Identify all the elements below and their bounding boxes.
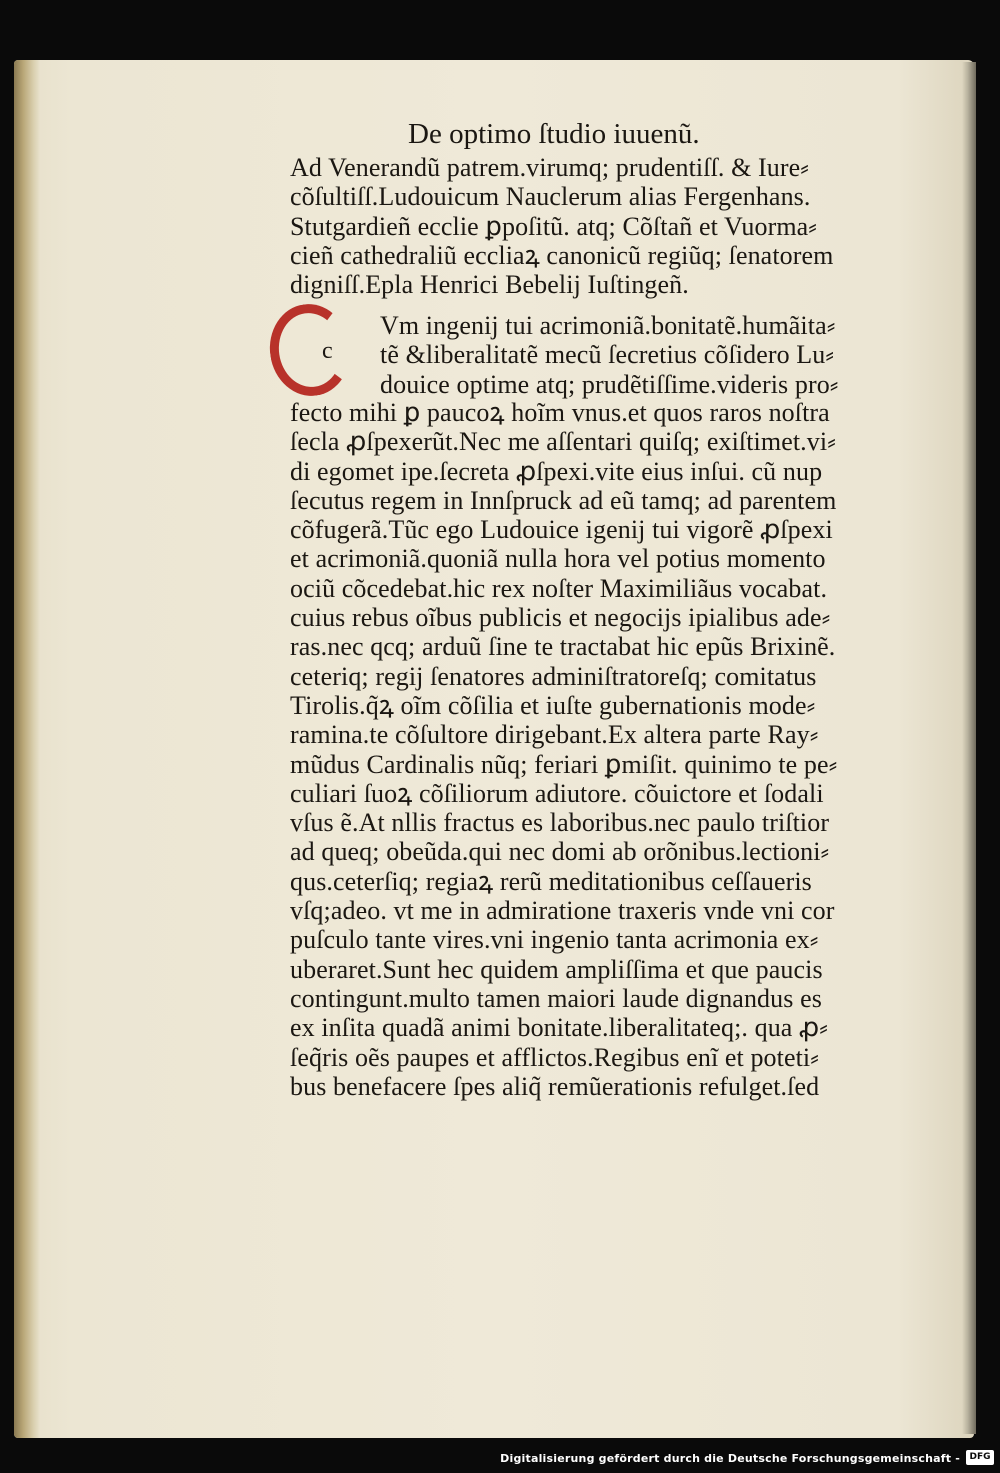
- page-right-edge: [962, 62, 976, 1434]
- text-line: culiari ſuoꝝ cõſiliorum adiutore. cõuictore et ſodali: [290, 778, 824, 808]
- text-line: Tirolis.q̃ꝝ oĩm cõſilia et iuſte gubernationis mode⸗: [290, 690, 816, 720]
- heading-line: Stutgardieñ ecclie ꝑpoſitũ. atq; Cõſtañ et Vuorma⸗: [290, 211, 818, 241]
- text-line: vſus ẽ.At nllis fractus es laboribus.nec paulo triſtior: [290, 808, 830, 838]
- text-line: qus.ceterſiq; regiaꝝ rerũ meditationibus ceſſaueris: [290, 866, 812, 896]
- text-line: et acrimoniã.quoniã nulla hora vel potius momento: [290, 544, 826, 574]
- indented-text: [380, 311, 1000, 399]
- text-line: fecto mihi ꝑ paucoꝝ hoĩm vnus.et quos raros noſtra: [290, 398, 830, 427]
- page-left-edge: [14, 60, 40, 1438]
- text-line: ſeq̃ris oẽs paupes et afflictos.Regibus enĩ et poteti⸗: [290, 1042, 820, 1072]
- heading-line: cõſultiſſ.Ludouicum Nauclerum alias Fergenhans.: [290, 182, 811, 212]
- text-line: tẽ &liberalitatẽ mecũ ſecretius cõſidero Lu⸗: [380, 340, 835, 370]
- text-line: puſculo tante vires.vni ingenio tanta acrimonia ex⸗: [290, 925, 819, 955]
- text-line: ſecutus regem in Innſpruck ad eũ tamq; ad parentem: [290, 485, 837, 515]
- heading-line: digniſſ.Epla Henrici Bebelij Iuſtingeñ.: [290, 270, 689, 300]
- text-line: douice optime atq; prudẽtiſſime.videris pro⸗: [380, 369, 839, 399]
- footer-credit: Digitalisierung gefördert durch die Deutsche Forschungsgemeinschaft -: [500, 1452, 960, 1465]
- running-head: De optimo ſtudio iuuenũ.: [408, 118, 700, 150]
- footer-bar: [0, 1444, 1000, 1473]
- heading-line: Ad Venerandũ patrem.virumq; prudentiſſ. & Iure⸗: [290, 153, 810, 182]
- text-line: ſecla ꝓſpexerũt.Nec me aſſentari quiſq; exiſtimet.vi⸗: [290, 427, 836, 457]
- dfg-logo: DFG: [966, 1450, 994, 1465]
- text-line: contingunt.multo tamen maiori laude dignandus es: [290, 983, 822, 1013]
- text-line: cõfugerã.Tũc ego Ludouice igenij tui vigorẽ ꝓſpexi: [290, 515, 833, 545]
- text-line: ex inſita quadã animi bonitate.liberalitateq;. qua ꝓ⸗: [290, 1013, 829, 1043]
- body-text: [290, 398, 950, 1101]
- text-line: uberaret.Sunt hec quidem ampliſſima et que paucis: [290, 954, 823, 984]
- guide-letter: c: [322, 338, 333, 364]
- text-line: cuius rebus oĩbus publicis et negocijs ipialibus ade⸗: [290, 603, 831, 633]
- heading-line: cieñ cathedraliũ eccliaꝝ canonicũ regiũq; ſenatorem: [290, 240, 834, 270]
- text-line: ad queq; obeũda.qui nec domi ab orõnibus.lectioni⸗: [290, 837, 830, 867]
- text-line: ociũ cõcedebat.hic rex noſter Maximiliãus vocabat.: [290, 573, 828, 603]
- text-line: mũdus Cardinalis nũq; feriari ꝑmiſit. quinimo te pe⸗: [290, 749, 838, 779]
- text-line: Vm ingenij tui acrimoniã.bonitatẽ.humãita⸗: [380, 311, 836, 340]
- text-line: ras.nec qcq; arduũ ſine te tractabat hic epũs Brixinẽ.: [290, 632, 836, 662]
- text-line: bus benefacere ſpes aliq̃ remũerationis refulget.ſed: [290, 1071, 820, 1101]
- text-line: vſq;adeo. vt me in admiratione traxeris vnde vni cor: [290, 896, 835, 926]
- text-line: ceteriq; regij ſenatores adminiſtratoreſq; comitatus: [290, 661, 817, 691]
- text-line: ramina.te cõſultore dirigebant.Ex altera parte Ray⸗: [290, 720, 819, 750]
- letter-heading: [290, 153, 950, 299]
- text-line: di egomet ipe.ſecreta ꝓſpexi.vite eius inſui. cũ nup: [290, 456, 823, 486]
